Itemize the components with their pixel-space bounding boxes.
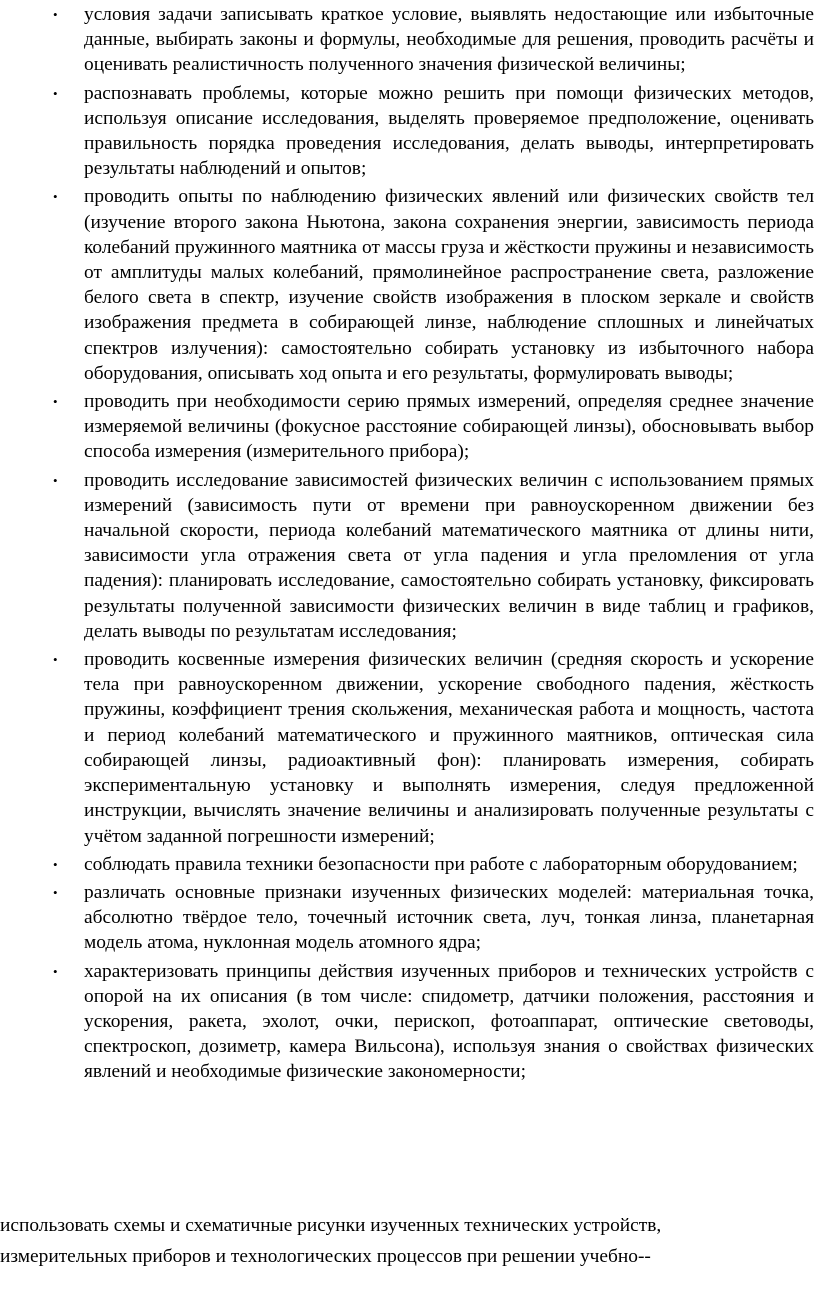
bullet-icon: • <box>53 85 58 101</box>
bullet-icon: • <box>53 652 58 668</box>
list-item <box>0 468 816 644</box>
bullet-icon: • <box>53 7 58 22</box>
bullet-icon: • <box>53 472 58 488</box>
list-item <box>0 647 816 849</box>
bullet-icon: • <box>53 856 58 872</box>
list-item <box>0 184 816 386</box>
bullet-icon: • <box>53 394 58 410</box>
list-item-text: распознавать проблемы, которые можно решить при помощи физических методов, используя описание исследования, выделять проверяемое предположение, оценивать правильность порядка проведения исследования, делать выводы, интерпретировать результаты наблюдений и опытов; <box>84 82 814 180</box>
list-item-text: характеризовать принципы действия изученных приборов и технических устройств с опорой на их описания (в том числе: спидометр, датчики положения, расстояния и ускорения, ракета, эхолот, очки, перископ, фотоаппарат, оптические световоды, спектроскоп, дозиметр, камера Вильсона), используя знания о свойствах физических явлений и необходимые физические закономерности; <box>84 960 814 1083</box>
list-item-text: проводить опыты по наблюдению физических явлений или физических свойств тел (изучение второго закона Ньютона, закона сохранения энергии, зависимость периода колебаний пружинного маятника от массы груза и жёсткости пружины и независимость от амплитуды малых колебаний, прямолинейное распространение света, разложение белого света в спектр, изучение свойств изображения в плоском зеркале и свойств изображения предмета в собирающей линзе, наблюдение сплошных и линейчатых спектров излучения): самостоятельно собирать установку из избыточного набора оборудования, описывать ход опыта и его результаты, формулировать выводы; <box>84 186 814 384</box>
paragraph-line-2: измерительных приборов и технологических процессов при решении учебно-- <box>0 1246 651 1267</box>
bullet-icon: • <box>53 884 58 900</box>
list-item-text: различать основные признаки изученных физических моделей: материальная точка, абсолютно твёрдое тело, точечный источник света, луч, тонкая линза, планетарная модель атома, нуклонная модель атомного ядра; <box>84 881 814 954</box>
list-item <box>0 880 816 956</box>
list-item-text: условия задачи записывать краткое условие, выявлять недостающие или избыточные данные, выбирать законы и формулы, необходимые для решения, проводить расчёты и оценивать реалистичность полученного значения физической величины; <box>84 4 814 76</box>
list-item <box>0 959 816 1085</box>
list-item <box>0 389 816 465</box>
list-item-text: соблюдать правила техники безопасности при работе с лабораторным оборудованием; <box>84 853 798 875</box>
bullet-icon: • <box>53 963 58 979</box>
list-item-text: проводить исследование зависимостей физических величин с использованием прямых измерений (зависимость пути от времени при равноускоренном движении без начальной скорости, периода колебаний математического маятника от длины нити, зависимости угла отражения света от угла падения и угла преломления от угла падения): планировать исследование, самостоятельно собирать установку, фиксировать результаты полученной зависимости физических величин в виде таблиц и графиков, делать выводы по результатам исследования; <box>84 469 814 642</box>
list-item-text: проводить косвенные измерения физических величин (средняя скорость и ускорение тела при равноускоренном движении, ускорение свободного падения, жёсткость пружины, коэффициент трения скольжения, механическая работа и мощность, частота и период колебаний математического и пружинного маятников, оптическая сила собирающей линзы, радиоактивный фон): планировать измерения, собирать экспериментальную установку и выполнять измерения, следуя предложенной инструкции, вычислять значение величины и анализировать полученные результаты с учётом заданной погрешности измерений; <box>84 649 814 847</box>
requirements-list <box>0 2 816 1088</box>
list-item <box>0 81 816 182</box>
list-item-text: проводить при необходимости серию прямых измерений, определяя среднее значение измеряемой величины (фокусное расстояние собирающей линзы), обосновывать выбор способа измерения (измерительного прибора); <box>84 391 814 463</box>
bullet-icon: • <box>53 189 58 205</box>
list-item <box>0 2 816 78</box>
paragraph-line-1: использовать схемы и схематичные рисунки изученных технических устройств, <box>0 1215 662 1236</box>
list-item <box>0 852 816 877</box>
